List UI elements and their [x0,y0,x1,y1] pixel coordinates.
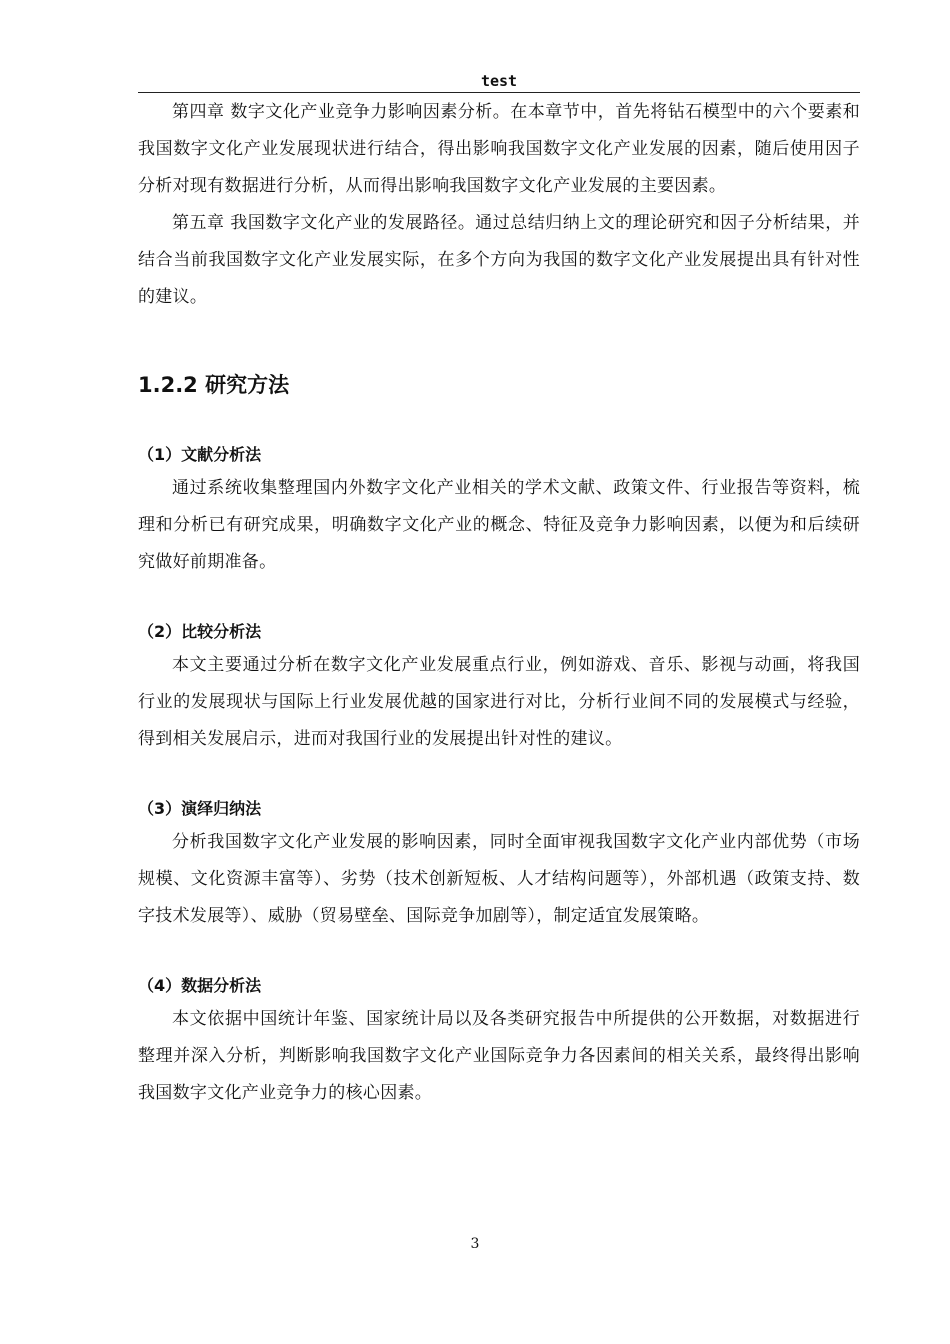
paragraph-chapter-four: 第四章 数字文化产业竞争力影响因素分析。在本章节中，首先将钻石模型中的六个要素和我国数字文化产业发展现状进行结合，得出影响我国数字文化产业发展的因素，随后使用因子分析对现有数据进行分析，从而得出影响我国数字文化产业发展的主要因素。 [138,102,860,196]
header-title: test [480,72,518,90]
page-header [138,70,860,93]
page-content [138,94,860,1112]
section-heading-research-methods: 1.2.2 研究方法 [138,373,290,397]
page-number: 3 [470,1236,480,1252]
method-paragraph-deductive-inductive: 分析我国数字文化产业发展的影响因素，同时全面审视我国数字文化产业内部优势（市场规模、文化资源丰富等）、劣势（技术创新短板、人才结构问题等），外部机遇（政策支持、数字技术发展等）、威胁（贸易壁垒、国际竞争加剧等），制定适宜发展策略。 [138,832,860,926]
method-heading-literature: （1）文献分析法 [138,445,262,464]
method-heading-comparative: （2）比较分析法 [138,622,262,641]
method-heading-deductive-inductive: （3）演绎归纳法 [138,799,262,818]
method-paragraph-literature: 通过系统收集整理国内外数字文化产业相关的学术文献、政策文件、行业报告等资料，梳理和分析已有研究成果，明确数字文化产业的概念、特征及竞争力影响因素，以便为和后续研究做好前期准备。 [138,478,860,572]
paragraph-chapter-five: 第五章 我国数字文化产业的发展路径。通过总结归纳上文的理论研究和因子分析结果，并结合当前我国数字文化产业发展实际，在多个方向为我国的数字文化产业发展提出具有针对性的建议。 [138,213,860,307]
method-paragraph-data-analysis: 本文依据中国统计年鉴、国家统计局以及各类研究报告中所提供的公开数据，对数据进行整理并深入分析，判断影响我国数字文化产业国际竞争力各因素间的相关关系，最终得出影响我国数字文化产业竞争力的核心因素。 [138,1009,860,1103]
method-heading-data-analysis: （4）数据分析法 [138,976,262,995]
method-paragraph-comparative: 本文主要通过分析在数字文化产业发展重点行业，例如游戏、音乐、影视与动画，将我国行业的发展现状与国际上行业发展优越的国家进行对比，分析行业间不同的发展模式与经验，得到相关发展启示，进而对我国行业的发展提出针对性的建议。 [138,655,860,749]
